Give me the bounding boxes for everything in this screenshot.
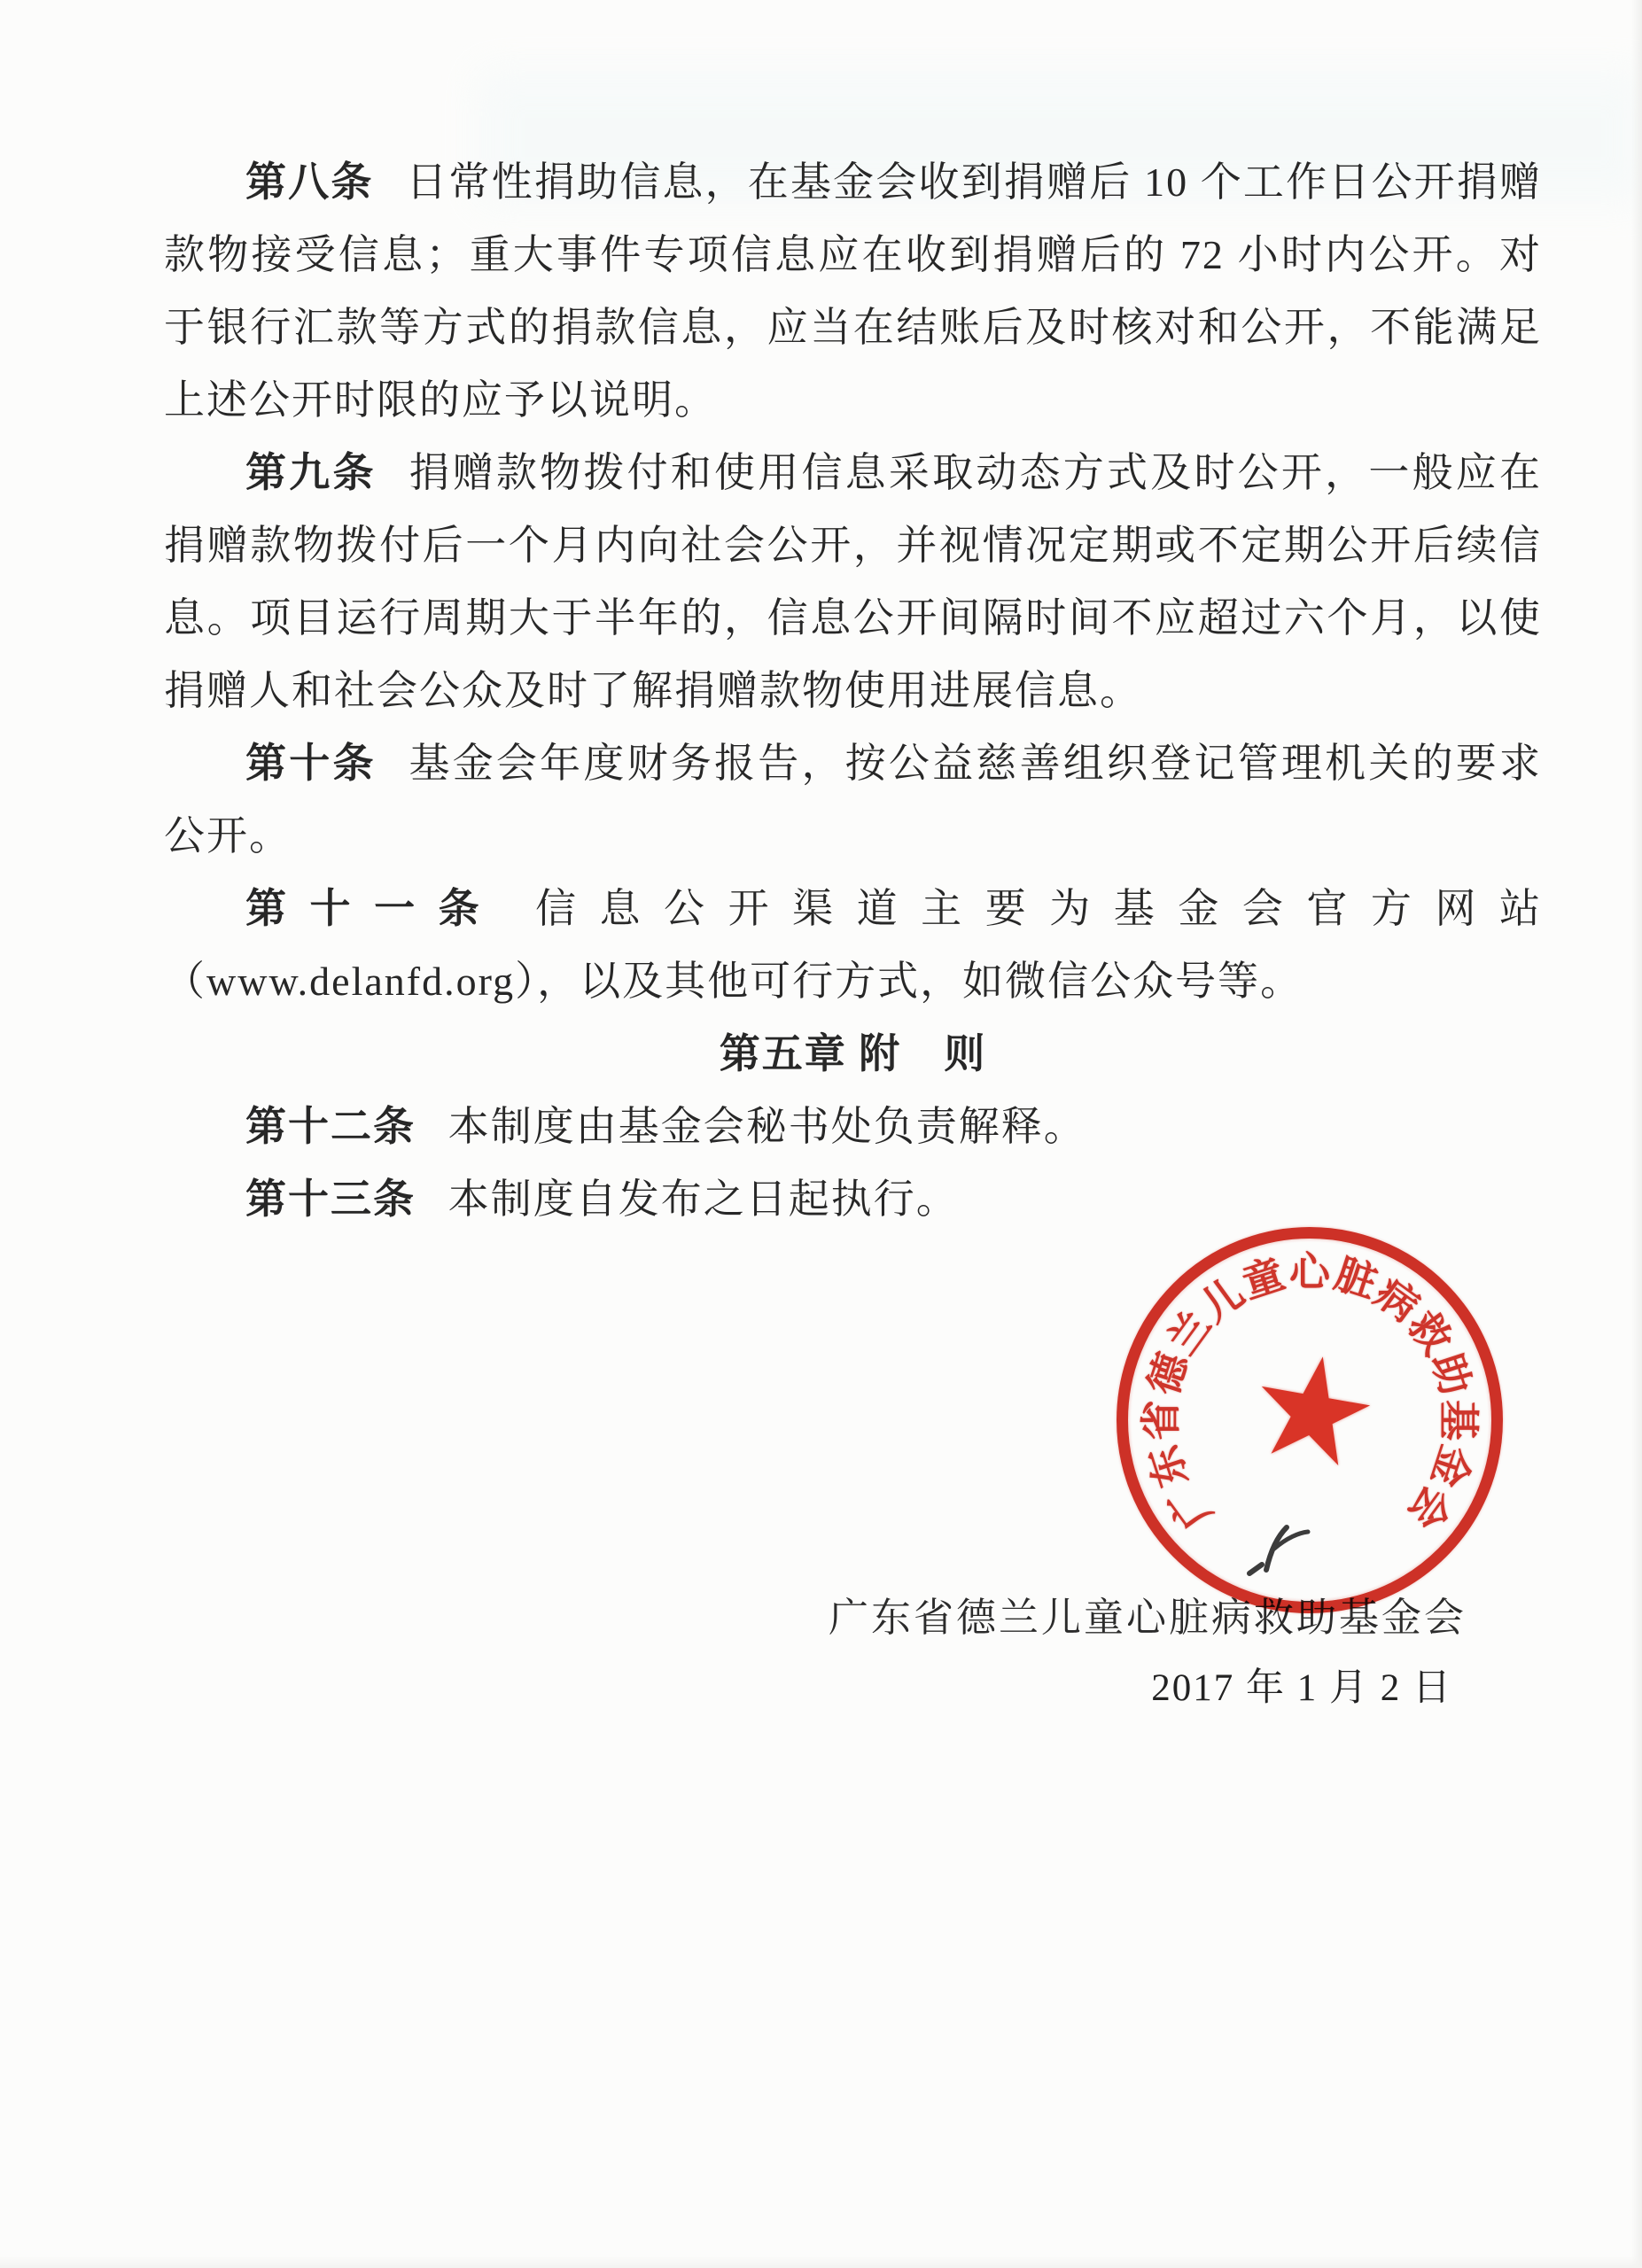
- article-12: [164, 1091, 1542, 1163]
- article-12-label: 第十二条: [245, 1104, 416, 1149]
- article-13-label: 第十三条: [245, 1177, 416, 1222]
- seal-char: 助: [1422, 1348, 1479, 1401]
- signature-date: 2017 年 1 月 2 日: [1151, 1667, 1452, 1709]
- seal-char: 童: [1237, 1251, 1290, 1308]
- seal-char: 救: [1399, 1302, 1460, 1363]
- seal-char: 儿: [1192, 1270, 1253, 1331]
- handwritten-mark: [1216, 1488, 1331, 1604]
- seal-star-icon: ★: [1235, 1317, 1391, 1504]
- seal-char: 德: [1140, 1348, 1197, 1401]
- seal-char: 基: [1436, 1400, 1481, 1441]
- seal-char: 病: [1366, 1270, 1428, 1331]
- seal-char: 东: [1140, 1439, 1197, 1493]
- document-text-block: [164, 146, 1542, 1236]
- article-8: [164, 146, 1542, 437]
- article-10-text: 基金会年度财务报告，按公益慈善组织登记管理机关的要求公开。: [164, 741, 1543, 858]
- seal-char: 金: [1422, 1439, 1479, 1493]
- article-8-label: 第八条: [245, 159, 374, 205]
- article-9-label: 第九条: [245, 450, 377, 495]
- article-9-text: 捐赠款物拨付和使用信息采取动态方式及时公开，一般应在捐赠款物拨付后一个月内向社会公开，并视情况定期或不定期公开后续信息。项目运行周期大于半年的，信息公开间隔时间不应超过六个月，以使捐赠人和社会公众及时了解捐赠款物使用进展信息。: [164, 450, 1543, 713]
- article-13: [164, 1163, 1542, 1236]
- seal-char: 会: [1399, 1477, 1460, 1538]
- seal-char: 广: [1159, 1477, 1220, 1538]
- article-10-label: 第十条: [245, 741, 377, 786]
- seal-char: 省: [1139, 1400, 1184, 1441]
- seal-char: 心: [1289, 1249, 1330, 1294]
- article-9: [164, 437, 1542, 727]
- article-12-text: 本制度由基金会秘书处负责解释。: [447, 1104, 1086, 1149]
- chapter-heading: 第五章 附 则: [719, 1031, 987, 1076]
- seal-char: 兰: [1159, 1302, 1220, 1363]
- article-10: [164, 727, 1542, 873]
- scan-artifact-bottom-edge: [0, 2256, 1642, 2268]
- article-11-label: 第十一条: [245, 886, 503, 931]
- signature-organization: 广东省德兰儿童心脏病救助基金会: [828, 1596, 1467, 1640]
- article-11-text: 信息公开渠道主要为基金会官方网站（www.delanfd.org），以及其他可行方式，如微信公众号等。: [164, 886, 1543, 1004]
- article-13-text: 本制度自发布之日起执行。: [447, 1177, 959, 1222]
- scan-artifact-right-edge: [1631, 0, 1642, 2268]
- article-8-text: 日常性捐助信息，在基金会收到捐赠后 10 个工作日公开捐赠款物接受信息；重大事件专项信息应在收到捐赠后的 72 小时内公开。对于银行汇款等方式的捐款信息，应当在结账后及时核对和公开，不能满足上述公开时限的应予以说明。: [164, 159, 1543, 423]
- article-11: [164, 873, 1542, 1018]
- seal-char: 脏: [1328, 1251, 1382, 1308]
